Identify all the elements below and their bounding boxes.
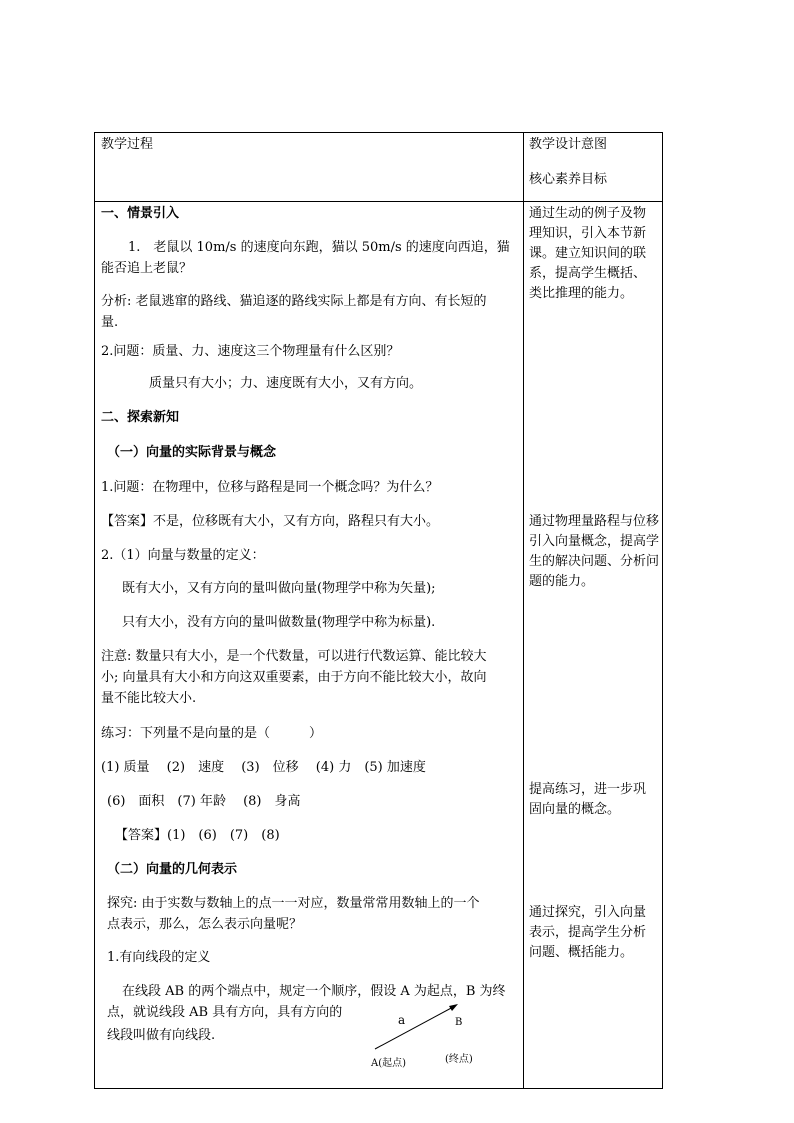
s1-question2: 2.问题：质量、力、速度这三个物理量有什么区别？ (101, 344, 400, 359)
vector-label-a: a (398, 1013, 406, 1027)
section2-title: 二、探索新知 (101, 410, 180, 425)
lesson-table (94, 132, 663, 1089)
s2-options-line2: (6) 面积 (7) 年龄 (8) 身高 (107, 794, 301, 809)
s2-practice: 练习：下列量不是向量的是（ ） (101, 726, 323, 741)
header-teaching-process: 教学过程 (101, 137, 154, 152)
s2-directed-line2: 点，就说线段 AB 具有方向，具有方向的 (107, 1005, 343, 1020)
vector-label-b: B (455, 1017, 463, 1028)
s2-directed-line1: 在线段 AB 的两个端点中，规定一个顺序，假设 A 为起点，B 为终 (122, 984, 506, 999)
intent-intro: 通过生动的例子及物理知识，引入本节新课。建立知识间的联系，提高学生概括、类比推理的能力。 (529, 206, 647, 301)
s2-question1: 1.问题：在物理中，位移与路程是同一个概念吗？为什么？ (101, 480, 439, 495)
column-divider (523, 133, 524, 1088)
s2-definition-title: 2.（1）向量与数量的定义： (101, 548, 265, 563)
intent-representation: 通过探究，引入向量表示，提高学生分析问题、概括能力。 (529, 905, 647, 960)
s1-analysis-line1: 分析: 老鼠逃窜的路线、猫追逐的路线实际上都是有方向、有长短的 (101, 294, 487, 309)
section1-title: 一、情景引入 (101, 206, 180, 221)
s2-definition-scalar: 只有大小，没有方向的量叫做数量(物理学中称为标量). (122, 615, 436, 630)
s1-question1-line2: 能否追上老鼠？ (101, 261, 193, 276)
s2-directed-line3: 线段叫做有向线段. (107, 1028, 216, 1043)
header-design-intent: 教学设计意图 (529, 137, 608, 152)
s2-answer1: 【答案】不是，位移既有大小，又有方向，路程只有大小。 (101, 514, 440, 529)
s2-note-line1: 注意: 数量只有大小，是一个代数量，可以进行代数运算、能比较大 (101, 649, 487, 664)
intent-concept: 通过物理量路程与位移引入向量概念，提高学生的解决问题、分析问题的能力。 (529, 514, 660, 589)
arrowhead-icon (449, 1004, 458, 1011)
s1-analysis-line2: 量. (101, 315, 119, 330)
s2-explore-line2: 点表示，那么，怎么表示向量呢？ (107, 917, 303, 932)
s2-note-line2: 小; 向量具有大小和方向这双重要素，由于方向不能比较大小，故向 (101, 670, 487, 685)
s2-note-line3: 量不能比较大小. (101, 691, 197, 706)
s2-explore-line1: 探究: 由于实数与数轴上的点一一对应，数量常常用数轴上的一个 (107, 896, 480, 911)
s1-question1-line1: 1. 老鼠以 10m/s 的速度向东跑，猫以 50m/s 的速度向西追，猫 (128, 240, 510, 255)
header-divider (95, 201, 662, 202)
vector-label-start: A(起点) (371, 1058, 407, 1069)
intent-practice: 提高练习，进一步巩固向量的概念。 (529, 782, 647, 817)
s2-options-line1: (1) 质量 (2) 速度 (3) 位移 (4) 力 (5) 加速度 (101, 760, 426, 775)
s2-practice-answer: 【答案】(1) (6) (7) (8) (115, 828, 280, 843)
s2-subsection2-title: （二）向量的几何表示 (107, 862, 238, 877)
s1-question2-answer: 质量只有大小；力、速度既有大小，又有方向。 (149, 376, 423, 391)
s2-directed-segment-title: 1.有向线段的定义 (107, 950, 211, 965)
vector-line (375, 1006, 455, 1049)
header-core-literacy: 核心素养目标 (529, 172, 608, 187)
vector-label-end: (终点) (445, 1054, 473, 1065)
s2-definition-vector: 既有大小，又有方向的量叫做向量(物理学中称为矢量); (122, 581, 436, 596)
s2-subsection1-title: （一）向量的实际背景与概念 (107, 445, 277, 460)
